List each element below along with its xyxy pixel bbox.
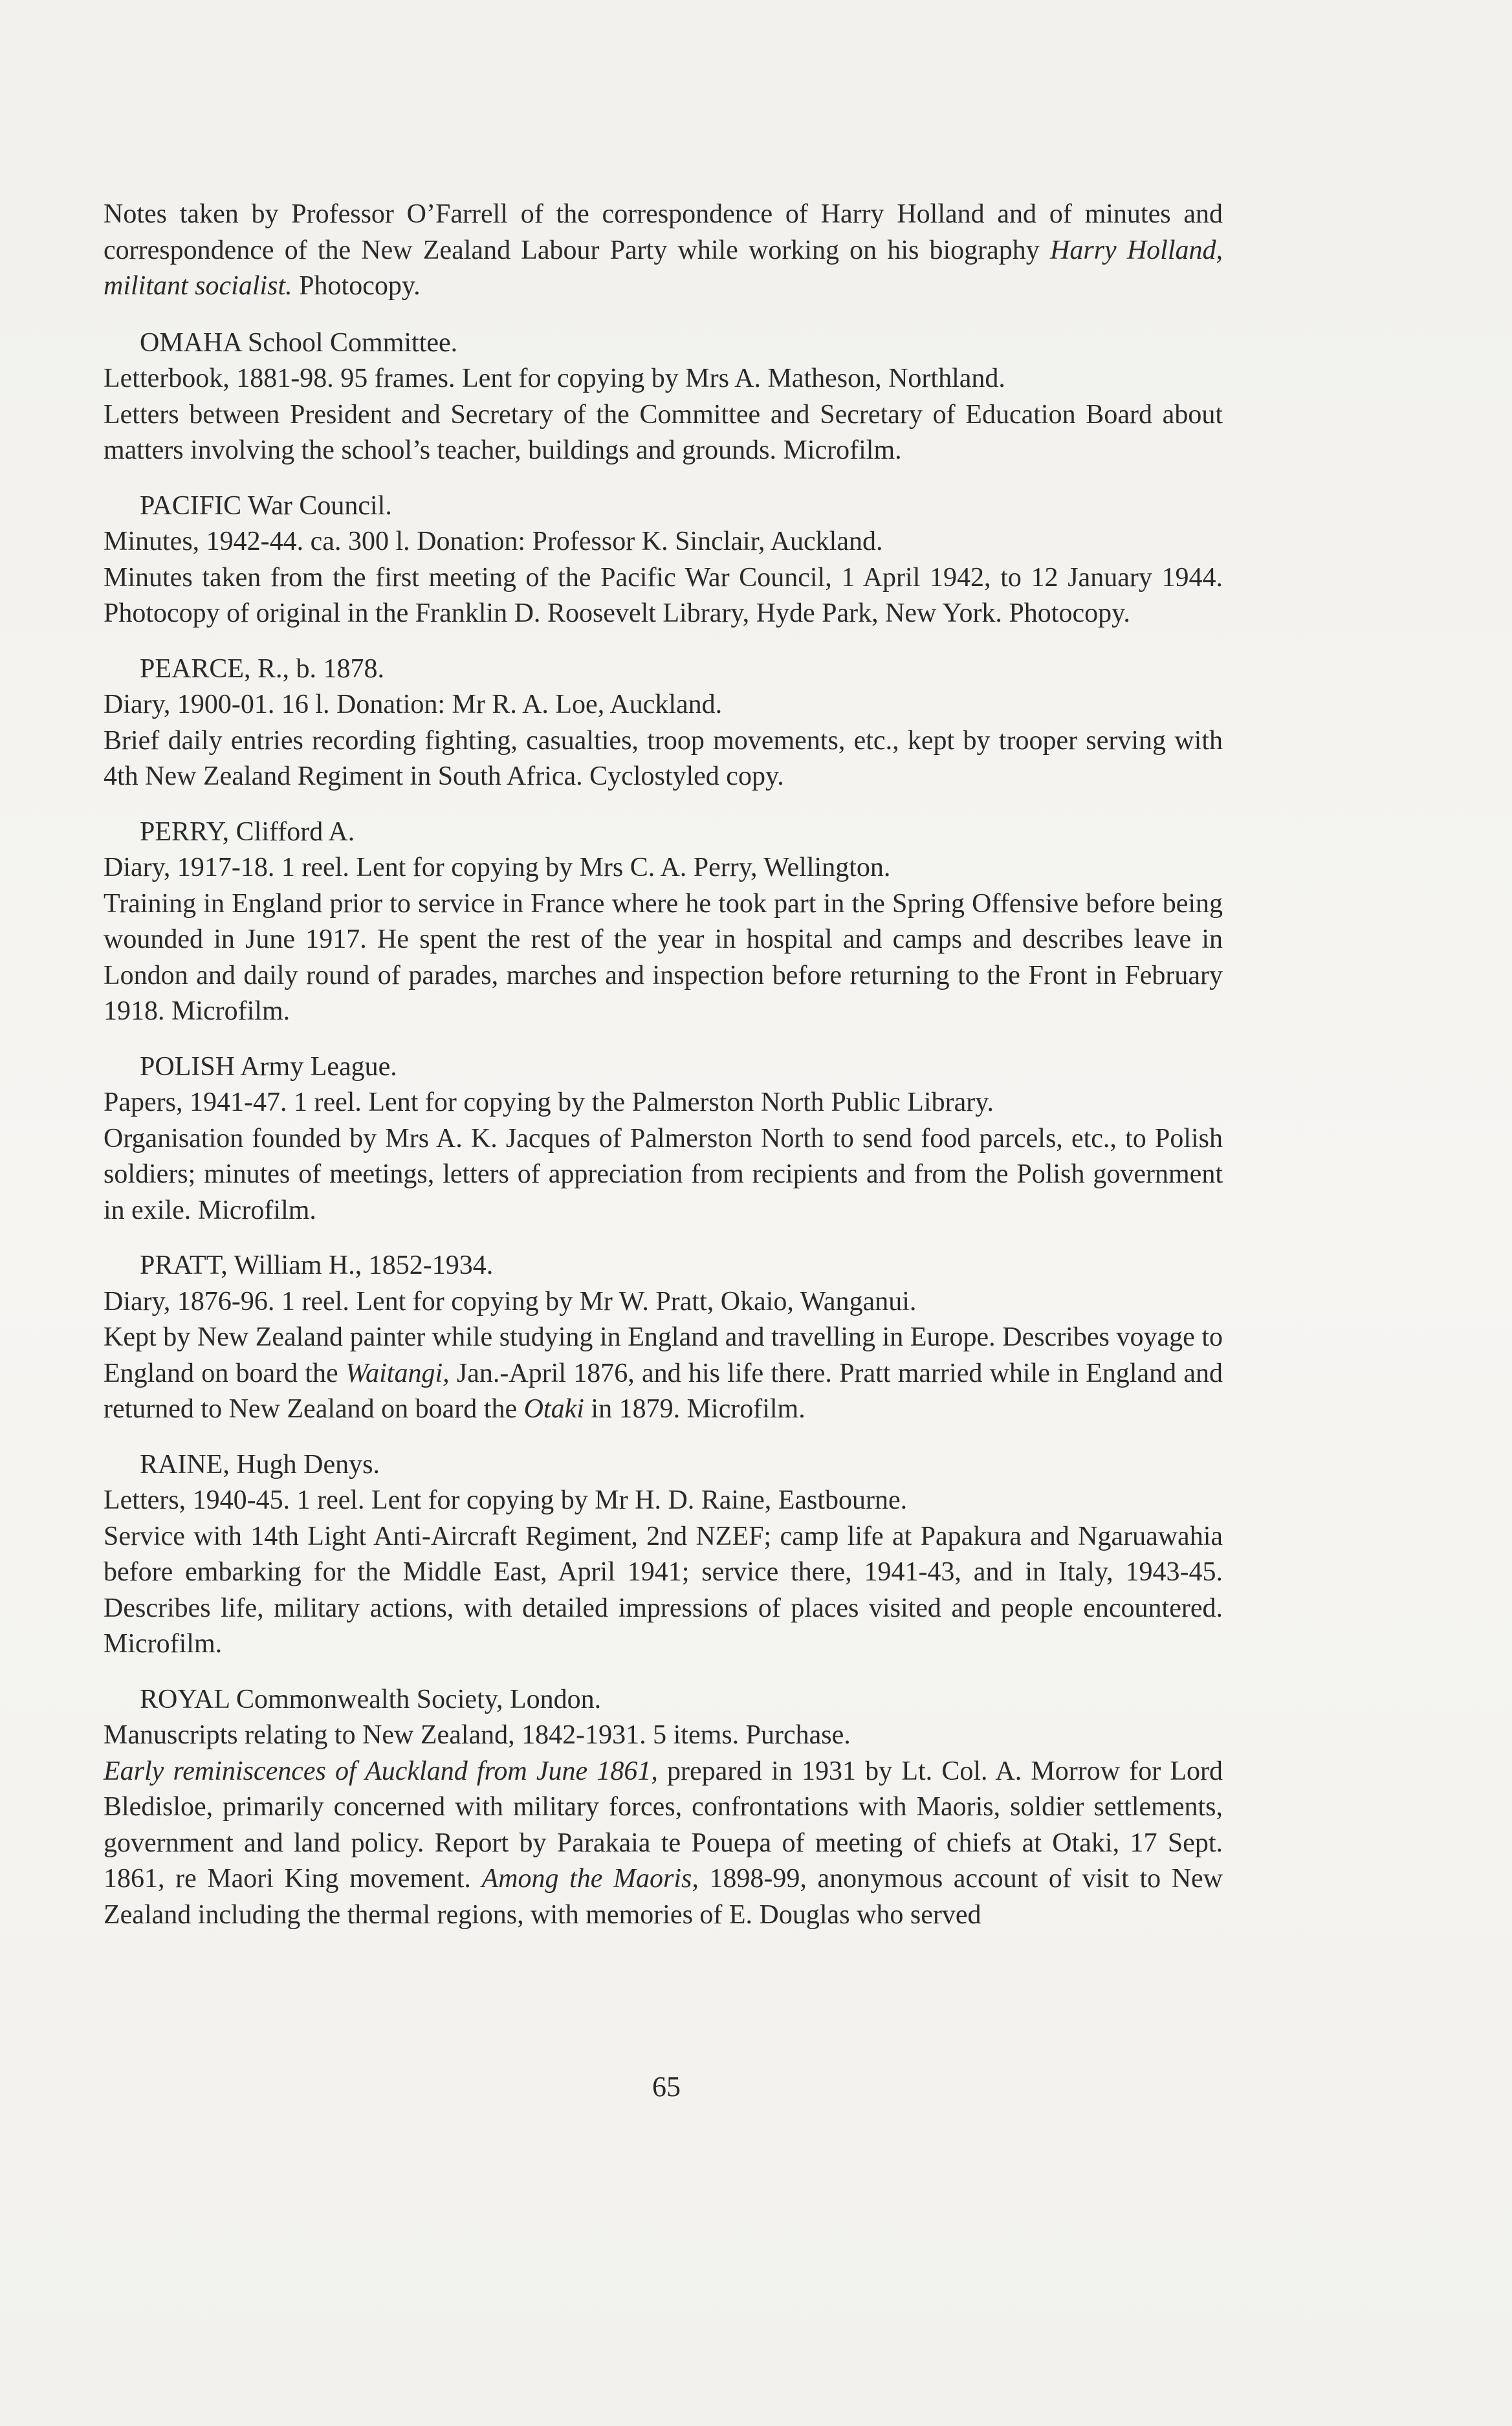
catalogue-entry xyxy=(104,1447,1223,1663)
text-run: 1898-99, anonymous account of visit to New Zealand including the thermal regions, with memories of E. Douglas who served xyxy=(104,1864,1223,1930)
catalogue-entry xyxy=(104,814,1223,1030)
text-run: Photocopy. xyxy=(292,271,421,301)
entry-list xyxy=(104,325,1223,1934)
entry-heading: PEARCE, R., b. 1878. xyxy=(140,653,385,684)
entry-holding xyxy=(104,361,1223,397)
entry-description xyxy=(104,397,1223,469)
entry-holding xyxy=(104,1284,1223,1320)
text-run: Letters between President and Secretary of the Committee and Secretary of Education Board about matters involving the school’s teacher, buildings and grounds. Microfilm. xyxy=(104,399,1223,465)
entry-heading: RAINE, Hugh Denys. xyxy=(140,1449,380,1480)
italic-title: Among the Maoris, xyxy=(481,1864,699,1894)
entry-holding xyxy=(104,850,1223,886)
entry-holding xyxy=(104,1085,1223,1121)
catalogue-entry xyxy=(104,651,1223,795)
entry-description xyxy=(104,1519,1223,1663)
italic-title: Harry Holland, militant socialist. xyxy=(104,235,1223,301)
entry-heading: PACIFIC War Council. xyxy=(140,490,392,521)
text-run: Diary, 1900-01. 16 l. Donation: Mr R. A. Loe, Auckland. xyxy=(104,690,723,719)
text-run: Organisation founded by Mrs A. K. Jacques of Palmerston North to send food parcels, etc., to Polish soldiers; minutes of meetings, letters of appreciation from recipients and from the Polish government in exile. Microfilm. xyxy=(104,1123,1223,1225)
text-run: Jan.-April 1876, and his life there. Pratt married while in England and returned to New Zealand on board the xyxy=(104,1358,1223,1424)
text-run: in 1879. Microfilm. xyxy=(584,1394,805,1424)
entry-heading: OMAHA School Committee. xyxy=(140,327,458,358)
entry-description xyxy=(104,723,1223,795)
italic-title: Waitangi, xyxy=(345,1358,450,1388)
entry-heading: PERRY, Clifford A. xyxy=(140,816,355,847)
text-run: Brief daily entries recording fighting, casualties, troop movements, etc., kept by trooper serving with 4th New Zealand Regiment in South Africa. Cyclostyled copy. xyxy=(104,725,1223,791)
text-run: Notes taken by Professor O’Farrell of the correspondence of Harry Holland and of minutes and correspondence of the New Zealand Labour Party while working on his biography xyxy=(104,199,1223,265)
entry-holding xyxy=(104,1483,1223,1519)
catalogue-entry xyxy=(104,1682,1223,1934)
text-run: Diary, 1917-18. 1 reel. Lent for copying by Mrs C. A. Perry, Wellington. xyxy=(104,853,891,882)
text-run: Service with 14th Light Anti-Aircraft Regiment, 2nd NZEF; camp life at Papakura and Ngaruawahia before embarking for the Middle East, April 1941; service there, 1941-43, and in Italy, 1943-45. Describes life, military actions, with detailed impressions of places visited and people encountered. Microfilm. xyxy=(104,1521,1223,1659)
text-run: Kept by New Zealand painter while studying in England and travelling in Europe. Describes voyage to England on board the xyxy=(104,1322,1223,1388)
entry-description xyxy=(104,1754,1223,1934)
text-run: Letterbook, 1881-98. 95 frames. Lent for copying by Mrs A. Matheson, Northland. xyxy=(104,364,1005,393)
entry-heading: POLISH Army League. xyxy=(140,1051,397,1082)
catalogue-entry xyxy=(104,1049,1223,1229)
italic-title: Early reminiscences of Auckland from June 1861, xyxy=(104,1756,658,1786)
catalogue-text xyxy=(104,169,1223,1952)
text-run: Manuscripts relating to New Zealand, 1842-1931. 5 items. Purchase. xyxy=(104,1720,851,1750)
catalogue-entry xyxy=(104,325,1223,469)
entry-heading: PRATT, William H., 1852-1934. xyxy=(140,1251,494,1280)
catalogue-entry xyxy=(104,1248,1223,1428)
page-number: 65 xyxy=(652,2071,681,2103)
entry-holding xyxy=(104,524,1223,560)
text-run: Minutes taken from the first meeting of the Pacific War Council, 1 April 1942, to 12 January 1944. Photocopy of original in the Franklin D. Roosevelt Library, Hyde Park, New York. Photocopy. xyxy=(104,562,1223,628)
text-run: Letters, 1940-45. 1 reel. Lent for copying by Mr H. D. Raine, Eastbourne. xyxy=(104,1485,908,1515)
entry-description xyxy=(104,1320,1223,1428)
text-run: prepared in 1931 by Lt. Col. A. Morrow for Lord Bledisloe, primarily concerned with military forces, confrontations with Maoris, soldier settlements, government and land policy. Report by Parakaia te Pouepa of meeting of chiefs at Otaki, 17 Sept. 1861, re Maori King movement. xyxy=(104,1756,1223,1894)
entry-description xyxy=(104,1121,1223,1229)
text-run: Minutes, 1942-44. ca. 300 l. Donation: Professor K. Sinclair, Auckland. xyxy=(104,527,883,556)
entry-holding xyxy=(104,687,1223,723)
entry-heading: ROYAL Commonwealth Society, London. xyxy=(140,1684,602,1714)
intro-paragraph xyxy=(104,197,1223,305)
entry-description xyxy=(104,886,1223,1030)
catalogue-entry xyxy=(104,488,1223,632)
entry-description xyxy=(104,560,1223,632)
italic-title: Otaki xyxy=(523,1394,584,1424)
text-run: Diary, 1876-96. 1 reel. Lent for copying by Mr W. Pratt, Okaio, Wanganui. xyxy=(104,1286,917,1317)
entry-holding xyxy=(104,1718,1223,1754)
text-run: Papers, 1941-47. 1 reel. Lent for copying by the Palmerston North Public Library. xyxy=(104,1087,994,1117)
text-run: Training in England prior to service in France where he took part in the Spring Offensive before being wounded in June 1917. He spent the rest of the year in hospital and camps and describes leave in London and daily round of parades, marches and inspection before returning to the Front in February 1918. Microfilm. xyxy=(104,888,1223,1026)
